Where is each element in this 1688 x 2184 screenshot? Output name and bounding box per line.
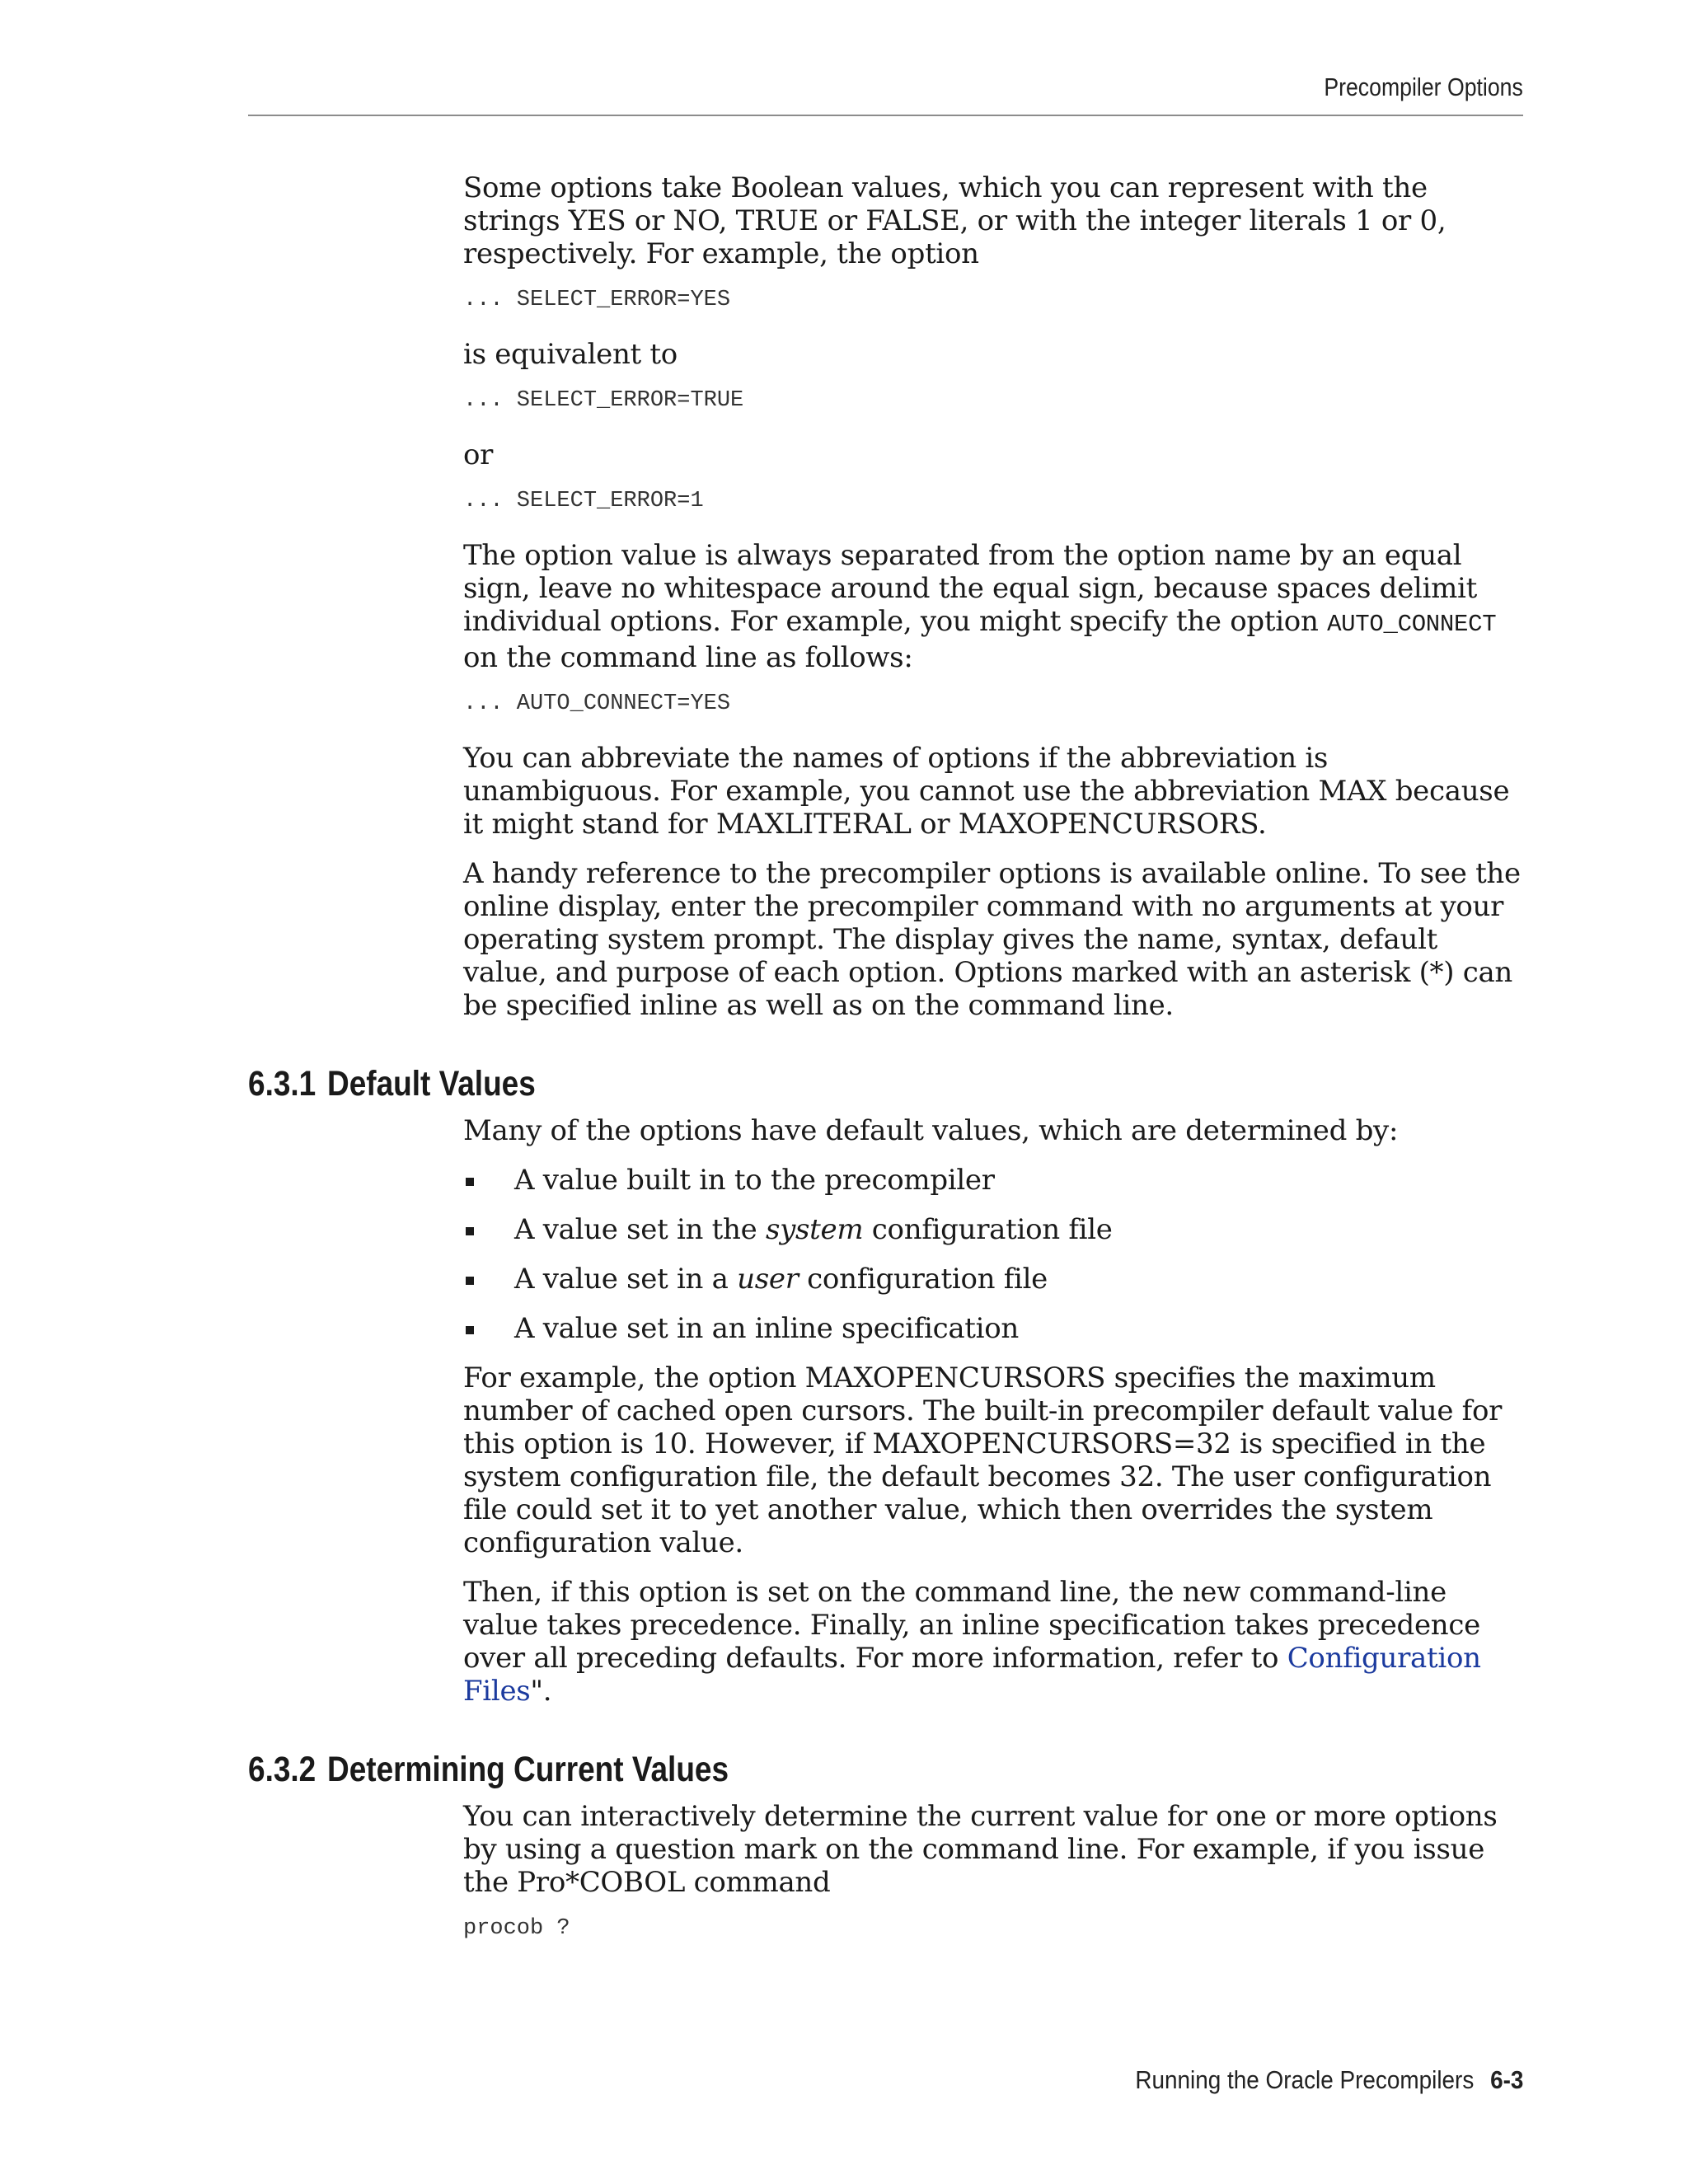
bullet-square-icon	[466, 1277, 474, 1285]
paragraph-equal-sign-tail: on the command line as follows:	[463, 641, 913, 674]
paragraph-defaults-lead: Many of the options have default values, which are determined by:	[463, 1114, 1399, 1147]
code-select-error-yes: ... SELECT_ERROR=YES	[463, 288, 731, 312]
intro-block	[463, 171, 1526, 1022]
emphasis-user: user	[737, 1263, 799, 1296]
default-values-block	[463, 1114, 1526, 1708]
current-values-block	[463, 1800, 1526, 1942]
link-configuration-files[interactable]: Configuration Files	[463, 1642, 1481, 1708]
bullet-square-icon	[466, 1178, 474, 1186]
paragraph-maxopencursors-example: For example, the option MAXOPENCURSORS specifies the maximum number of cached open cursors. The built-in precompiler default value for this option is 10. However, if MAXOPENCURSORS=32 is specified in the system configuration file, the default becomes 32. The user configuration file could set it to yet another value, which then overrides the system configuration value.	[463, 1361, 1503, 1559]
code-auto-connect-yes: ... AUTO_CONNECT=YES	[463, 691, 731, 716]
list-item-text-tail: configuration file	[863, 1213, 1113, 1246]
footer-page-number: 6-3	[1489, 2065, 1523, 2094]
list-item-text: A value set in an inline specification	[514, 1312, 1020, 1345]
list-item-text: A value set in a	[514, 1263, 738, 1296]
list-item-text: A value set in the	[514, 1213, 766, 1246]
section-title: Determining Current Values	[327, 1750, 729, 1789]
paragraph-abbreviate: You can abbreviate the names of options if the abbreviation is unambiguous. For example, you cannot use the abbreviation MAX because it might stand for MAXLITERAL or MAXOPENCURSORS.	[463, 742, 1510, 841]
list-item-text-tail: configuration file	[798, 1263, 1048, 1296]
list-item	[463, 1213, 1526, 1246]
list-item	[463, 1164, 1526, 1197]
section-heading-determining-current-values	[248, 1749, 1486, 1790]
list-item	[463, 1263, 1526, 1296]
section-heading-default-values	[248, 1063, 1486, 1104]
list-item	[463, 1312, 1526, 1345]
paragraph-or: or	[463, 438, 494, 471]
inline-code-auto-connect: AUTO_CONNECT	[1327, 611, 1497, 638]
code-procob-question: procob ?	[463, 1916, 570, 1941]
paragraph-question-mark: You can interactively determine the current value for one or more options by using a question mark on the command line. For example, if you issue the Pro*COBOL command	[463, 1800, 1498, 1899]
bullet-square-icon	[466, 1326, 474, 1334]
list-item-text: A value built in to the precompiler	[514, 1164, 995, 1197]
running-header: Precompiler Options	[1324, 73, 1523, 101]
paragraph-equal-sign	[463, 539, 1526, 674]
code-select-error-1: ... SELECT_ERROR=1	[463, 489, 704, 513]
page-content	[0, 171, 1688, 1966]
section-number: 6.3.1	[248, 1064, 316, 1104]
paragraph-precedence-text: Then, if this option is set on the command line, the new command-line value takes precedence. Finally, an inline specification takes precedence over all preceding defaults. For more information, refer to	[463, 1576, 1480, 1675]
page-footer	[1135, 2065, 1523, 2095]
emphasis-system: system	[765, 1213, 864, 1246]
paragraph-precedence	[463, 1576, 1526, 1708]
footer-book-title: Running the Oracle Precompilers	[1134, 2065, 1474, 2094]
code-select-error-true: ... SELECT_ERROR=TRUE	[463, 388, 744, 413]
header-rule	[248, 115, 1523, 116]
paragraph-online-reference: A handy reference to the precompiler options is available online. To see the online display, enter the precompiler command with no arguments at your operating system prompt. The display gives the name, syntax, default value, and purpose of each option. Options marked with an asterisk (*) can be specified inline as well as on the command line.	[463, 857, 1521, 1022]
paragraph-equivalent: is equivalent to	[463, 338, 678, 371]
bullet-square-icon	[466, 1227, 474, 1235]
section-title: Default Values	[327, 1064, 536, 1104]
paragraph-boolean-values: Some options take Boolean values, which you can represent with the strings YES or NO, TRUE or FALSE, or with the integer literals 1 or 0, respectively. For example, the option	[463, 171, 1447, 270]
defaults-list	[463, 1164, 1526, 1345]
paragraph-precedence-tail: ".	[530, 1675, 552, 1708]
section-number: 6.3.2	[248, 1750, 316, 1789]
paragraph-equal-sign-text: The option value is always separated from the option name by an equal sign, leave no whitespace around the equal sign, because spaces delimit individual options. For example, you might specify the option	[463, 539, 1477, 638]
